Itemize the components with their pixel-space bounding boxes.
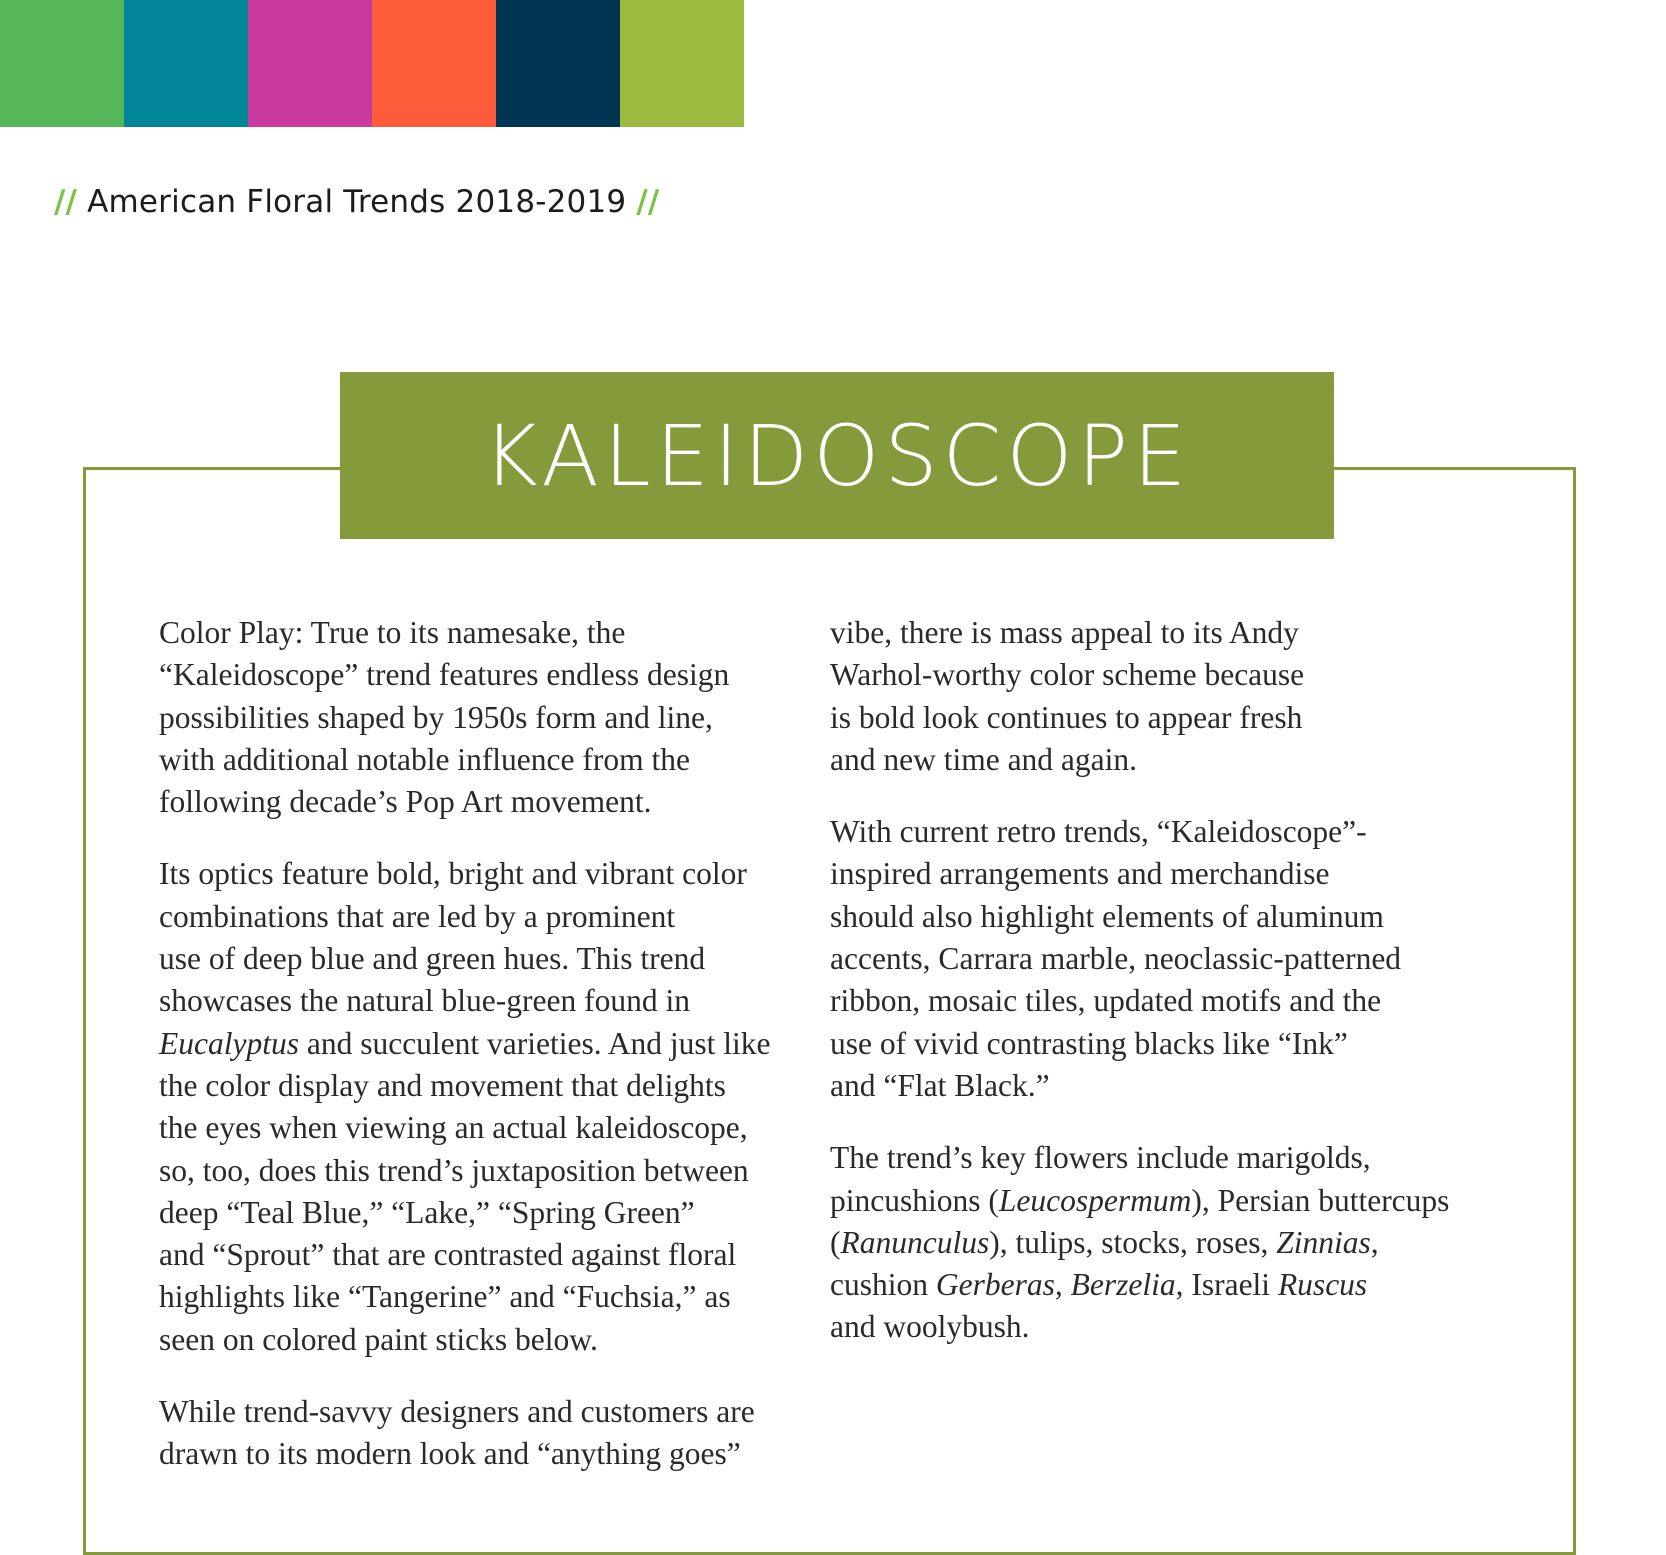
paragraph-optics: [159, 853, 799, 1361]
text-fragment: ,: [1370, 1224, 1379, 1260]
header-slash-right: //: [636, 184, 660, 220]
text-line: following decade’s Pop Art movement.: [159, 784, 652, 820]
header-slash-left: //: [54, 184, 78, 220]
paragraph-trend-savvy: [159, 1391, 799, 1476]
text-line: with additional notable influence from the: [159, 741, 690, 777]
section-title-box: [340, 372, 1334, 539]
text-line: so, too, does this trend’s juxtaposition between: [159, 1152, 749, 1188]
document-header: [54, 184, 659, 220]
text-line-ranunculus: [830, 1222, 1470, 1264]
text-fragment: pincushions (: [830, 1182, 999, 1218]
text-line: and new time and again.: [830, 741, 1138, 777]
swatch-teal: [124, 0, 248, 127]
text-fragment: ), tulips, stocks, roses,: [989, 1224, 1277, 1260]
text-line: and “Flat Black.”: [830, 1067, 1050, 1103]
text-fragment: cushion: [830, 1267, 936, 1303]
paragraph-vibe: [830, 612, 1470, 781]
italic-ruscus: Ruscus: [1277, 1267, 1368, 1303]
italic-eucalyptus: Eucalyptus: [159, 1025, 299, 1061]
text-line: Its optics feature bold, bright and vibrant color: [159, 856, 747, 892]
text-line: showcases the natural blue-green found in: [159, 983, 690, 1019]
text-line: Color Play: True to its namesake, the: [159, 615, 626, 650]
text-line-gerberas: [830, 1264, 1470, 1306]
text-fragment: (: [830, 1224, 841, 1260]
header-title: American Floral Trends 2018-2019: [87, 184, 627, 220]
swatch-fuchsia: [248, 0, 372, 127]
text-line: highlights like “Tangerine” and “Fuchsia,” as: [159, 1279, 731, 1315]
color-swatch-strip: [0, 0, 744, 127]
swatch-sprout: [620, 0, 744, 127]
text-line: use of deep blue and green hues. This trend: [159, 941, 706, 977]
text-line: inspired arrangements and merchandise: [830, 856, 1330, 892]
swatch-tangerine: [372, 0, 496, 127]
text-line: drawn to its modern look and “anything goes”: [159, 1436, 741, 1472]
paragraph-key-flowers: [830, 1137, 1470, 1348]
italic-zinnias: Zinnias: [1276, 1224, 1371, 1260]
paragraph-color-play: [159, 612, 799, 823]
text-line: accents, Carrara marble, neoclassic-patterned: [830, 941, 1402, 977]
text-line: is bold look continues to appear fresh: [830, 699, 1303, 735]
text-line-eucalyptus: [159, 1023, 799, 1065]
text-line: the color display and movement that delights: [159, 1067, 726, 1103]
italic-gerberas-berzelia: Gerberas, Berzelia: [935, 1267, 1176, 1303]
text-line: should also highlight elements of aluminum: [830, 898, 1384, 934]
italic-leucospermum: Leucospermum: [998, 1182, 1192, 1218]
text-line: The trend’s key flowers include marigolds,: [830, 1140, 1371, 1176]
italic-ranunculus: Ranunculus: [840, 1224, 990, 1260]
text-fragment: ), Persian buttercups: [1191, 1182, 1450, 1218]
text-line: and woolybush.: [830, 1309, 1030, 1345]
text-line: While trend-savvy designers and customers are: [159, 1394, 755, 1430]
text-fragment: , Israeli: [1175, 1267, 1278, 1303]
left-column: [159, 612, 799, 1506]
text-line: possibilities shaped by 1950s form and line,: [159, 699, 713, 735]
text-line-leucospermum: [830, 1180, 1470, 1222]
swatch-ink: [496, 0, 620, 127]
text-line: combinations that are led by a prominent: [159, 898, 676, 934]
section-title: KALEIDOSCOPE: [482, 406, 1192, 505]
text-line: the eyes when viewing an actual kaleidoscope,: [159, 1110, 748, 1146]
swatch-green: [0, 0, 124, 127]
text-line: seen on colored paint sticks below.: [159, 1321, 598, 1357]
text-line: “Kaleidoscope” trend features endless design: [159, 657, 730, 693]
text-fragment: and succulent varieties. And just like: [306, 1025, 771, 1061]
text-line: and “Sprout” that are contrasted against floral: [159, 1237, 737, 1273]
right-column: [830, 612, 1470, 1379]
text-line: vibe, there is mass appeal to its Andy: [830, 615, 1299, 650]
text-line: Warhol-worthy color scheme because: [830, 657, 1305, 693]
paragraph-retro-trends: [830, 811, 1470, 1107]
text-line: With current retro trends, “Kaleidoscope”-: [830, 814, 1367, 850]
text-line: use of vivid contrasting blacks like “Ink”: [830, 1025, 1348, 1061]
text-line: deep “Teal Blue,” “Lake,” “Spring Green”: [159, 1194, 695, 1230]
text-line: ribbon, mosaic tiles, updated motifs and the: [830, 983, 1382, 1019]
